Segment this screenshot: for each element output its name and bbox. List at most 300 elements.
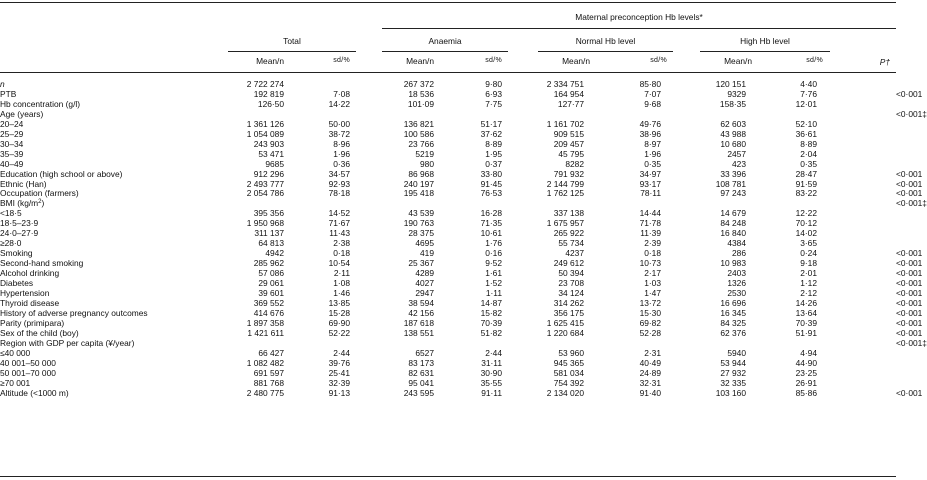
column-gap: [661, 239, 694, 249]
high-mean-cell: 2457: [727, 148, 746, 159]
high-mean-cell: 33 396: [720, 168, 746, 179]
normal-mean-cell: 50 394: [558, 268, 584, 279]
anaemia-sd-header: [450, 56, 502, 66]
row-label: [0, 80, 228, 90]
column-gap: [350, 90, 382, 100]
total-mean-cell: 243 903: [253, 138, 284, 149]
total-sd-cell: 2·44: [333, 347, 350, 358]
column-gap: [817, 349, 896, 359]
subgroup-rule-total: [228, 51, 356, 52]
row-label: [0, 140, 228, 150]
column-gap: [502, 150, 532, 160]
high-sd-cell: 14·02: [795, 228, 817, 239]
normal-sd-cell: 1·96: [644, 148, 661, 159]
table-row: PTB 192 819 7·08 18 536 6·93 164 954 7·07 9329 7·76 <0·001: [0, 88, 923, 99]
column-gap: [350, 120, 382, 130]
table-row: [0, 379, 896, 389]
anaemia-mean-cell: 18 536: [408, 88, 434, 99]
high-sd-cell: 14·26: [795, 297, 817, 308]
row-label: [0, 269, 228, 279]
normal-sd-cell: 15·30: [639, 307, 661, 318]
anaemia-mean-cell: 23 766: [408, 138, 434, 149]
total-mean-cell: 414 676: [253, 307, 284, 318]
normal-sd-cell: 52·28: [639, 327, 661, 338]
anaemia-sd-cell: 1·95: [485, 148, 502, 159]
column-gap: [350, 180, 382, 190]
column-gap: [350, 189, 382, 199]
row-label-text: 50 001–70 000: [0, 367, 56, 378]
normal-mean-cell: 209 457: [553, 138, 584, 149]
column-gap: [350, 299, 382, 309]
column-gap: [661, 140, 694, 150]
normal-mean-cell: 23 708: [558, 278, 584, 289]
high-sd-cell: 0·35: [800, 158, 817, 169]
row-label-text: ≥70 001: [0, 377, 31, 388]
column-gap: [661, 309, 694, 319]
anaemia-sd-cell: 1·11: [485, 288, 502, 299]
high-sd-cell: 2·01: [800, 268, 817, 279]
row-label-suffix: ): [41, 198, 45, 209]
total-mean-header: [228, 56, 284, 66]
anaemia-sd-cell: 10·61: [480, 228, 502, 239]
table-row: Smoking 4942 0·18 419 0·16 4237 0·18 286 0·24 <0·001: [0, 248, 923, 259]
column-gap: [817, 140, 896, 150]
normal-mean-cell: 1 220 684: [546, 327, 584, 338]
column-gap: [817, 219, 896, 229]
normal-sd-cell: 8·97: [644, 138, 661, 149]
total-sd-cell: 32·39: [328, 377, 350, 388]
high-sd-cell: 2·04: [800, 148, 817, 159]
total-sd-cell: 2·38: [333, 238, 350, 249]
table-row: [0, 120, 896, 130]
row-label-text: Ethnic (Han): [0, 178, 47, 189]
column-gap: [502, 239, 532, 249]
table-row: [0, 359, 896, 369]
high-sd-cell: 1·12: [800, 278, 817, 289]
column-gap: [502, 289, 532, 299]
total-mean-cell: 2 493 777: [246, 178, 284, 189]
row-label-text: Hb concentration (g/l): [0, 98, 81, 109]
high-sd-cell: 23·25: [795, 367, 817, 378]
anaemia-mean-cell: 419: [420, 248, 434, 259]
column-gap: [350, 140, 382, 150]
total-sd-cell: 14·52: [328, 208, 350, 219]
high-mean-cell: 16 696: [720, 297, 746, 308]
column-gap: [502, 359, 532, 369]
column-gap: [350, 389, 382, 399]
total-sd-cell: 38·72: [328, 128, 350, 139]
normal-mean-cell: 53 960: [558, 347, 584, 358]
column-gap: [661, 219, 694, 229]
total-mean-cell: 1 421 611: [247, 327, 284, 338]
column-gap: [817, 389, 896, 399]
column-gap: [661, 379, 694, 389]
anaemia-sd-cell: 35·55: [480, 377, 502, 388]
high-mean-cell: 9329: [727, 88, 746, 99]
total-mean-cell: 39 601: [258, 288, 284, 299]
column-gap: [817, 239, 896, 249]
anaemia-sd-cell: 30·90: [480, 367, 502, 378]
column-gap: [661, 349, 694, 359]
high-sd-cell: 9·18: [800, 258, 817, 269]
column-gap: [502, 259, 532, 269]
column-gap: [350, 289, 382, 299]
high-mean-cell: 32 335: [720, 377, 746, 388]
row-label-text: Parity (primipara): [0, 317, 65, 328]
column-gap: [502, 389, 532, 399]
column-gap: [661, 130, 694, 140]
p-label: P†: [879, 57, 890, 67]
anaemia-mean-cell: 43 539: [408, 208, 434, 219]
sd-label: sd/%: [333, 57, 350, 64]
row-label-text: Age (years): [0, 108, 44, 119]
normal-mean-cell: 55 734: [558, 238, 584, 249]
anaemia-sd-cell: 51·82: [480, 327, 502, 338]
column-gap: [817, 259, 896, 269]
anaemia-sd-cell: 1·76: [485, 238, 502, 249]
anaemia-sd-cell: 33·80: [480, 168, 502, 179]
total-mean-cell: 2 722 274: [246, 79, 284, 89]
anaemia-header: Anaemia: [428, 36, 462, 46]
normal-mean-cell: 337 138: [553, 208, 584, 219]
column-gap: [661, 319, 694, 329]
anaemia-sd-cell: 0·37: [485, 158, 502, 169]
row-label: [0, 389, 228, 399]
total-sd-cell: 52·22: [328, 327, 350, 338]
high-sd-cell: 8·89: [800, 138, 817, 149]
total-sd-cell: 10·54: [328, 258, 350, 269]
high-sd-cell: 26·91: [795, 377, 817, 388]
row-label-text: Altitude (<1000 m): [0, 387, 69, 398]
column-gap: [502, 299, 532, 309]
column-gap: [350, 130, 382, 140]
column-gap: [350, 329, 382, 339]
normal-sd-cell: 40·49: [639, 357, 661, 368]
high-mean-cell: 120 151: [715, 79, 746, 89]
column-gap: [502, 219, 532, 229]
column-gap: [502, 309, 532, 319]
top-rule: [0, 2, 896, 3]
normal-sd-cell: 91·40: [639, 387, 661, 398]
high-mean-cell: 103 160: [715, 387, 746, 398]
high-sd-cell: 83·22: [795, 188, 817, 199]
row-label: [0, 229, 228, 239]
total-mean-cell: 64 813: [258, 238, 284, 249]
subgroup-rule-anaemia: [382, 51, 508, 52]
row-label: [0, 239, 228, 249]
normal-sd-cell: 7·07: [644, 88, 661, 99]
sd-label: sd/%: [806, 57, 823, 64]
total-mean-cell: 57 086: [258, 268, 284, 279]
table-row: Alcohol drinking 57 086 2·11 4289 1·61 50 394 2·17 2403 2·01 <0·001: [0, 268, 923, 279]
normal-mean-cell: 754 392: [553, 377, 584, 388]
column-gap: [502, 110, 532, 120]
high-sd-cell: 52·10: [795, 118, 817, 129]
total-sd-cell: 91·13: [328, 387, 350, 398]
normal-mean-cell: 945 365: [553, 357, 584, 368]
sd-label: sd/%: [485, 57, 502, 64]
anaemia-sd-cell: 0·16: [485, 248, 502, 259]
total-sd-cell: 0·18: [333, 248, 350, 259]
column-gap: [502, 279, 532, 289]
total-sd-cell: 14·22: [328, 98, 350, 109]
anaemia-sd-cell: 37·62: [480, 128, 502, 139]
table-row: [0, 229, 896, 239]
high-mean-cell: 286: [732, 248, 746, 259]
total-sd-cell: 1·08: [333, 278, 350, 289]
row-label-text: Thyroid disease: [0, 297, 60, 308]
high-mean-cell: 158·35: [719, 98, 746, 109]
anaemia-mean-cell: 240 197: [403, 178, 434, 189]
anaemia-sd-cell: 51·17: [480, 118, 502, 129]
column-gap: [350, 269, 382, 279]
anaemia-mean-cell: 42 156: [408, 307, 434, 318]
normal-sd-cell: 71·78: [639, 218, 661, 229]
column-gap: [817, 199, 896, 209]
high-sd-cell: 70·12: [795, 218, 817, 229]
total-mean-cell: 881 768: [253, 377, 284, 388]
table-row: [0, 239, 896, 249]
normal-mean-cell: 265 922: [553, 228, 584, 239]
normal-sd-cell: 34·97: [639, 168, 661, 179]
normal-sd-cell: 49·76: [639, 118, 661, 129]
total-sd-cell: 0·36: [333, 158, 350, 169]
anaemia-sd-cell: 2·44: [485, 347, 502, 358]
table-row: [0, 369, 896, 379]
table-row: Education (high school or above) 912 296 34·57 86 968 33·80 791 932 34·97 33 396 28·47 <0·001: [0, 168, 923, 179]
row-label-text: Region with GDP per capita (¥/year): [0, 337, 135, 348]
column-gap: [502, 100, 532, 110]
total-mean-cell: 66 427: [258, 347, 284, 358]
high-mean-cell: 16 345: [720, 307, 746, 318]
normal-sd-cell: 11·39: [640, 228, 661, 239]
column-gap: [350, 160, 382, 170]
anaemia-mean-cell: 5219: [415, 148, 434, 159]
total-sd-cell: 1·46: [333, 288, 350, 299]
column-gap: [661, 199, 694, 209]
group-header: Maternal preconception Hb levels*: [575, 12, 703, 22]
normal-mean-cell: 2 334 751: [546, 79, 584, 89]
table-row: [0, 160, 896, 170]
anaemia-mean-cell: 28 375: [408, 228, 434, 239]
normal-mean-cell: 8282: [565, 158, 584, 169]
column-gap: [817, 319, 896, 329]
row-label-text: Hypertension: [0, 288, 50, 299]
normal-mean-cell: 34 124: [558, 288, 584, 299]
column-gap: [661, 299, 694, 309]
sd-label: sd/%: [650, 57, 667, 64]
high-sd-cell: 85·86: [795, 387, 817, 398]
normal-header: Normal Hb level: [575, 36, 636, 46]
column-gap: [817, 289, 896, 299]
anaemia-mean-cell: 2947: [415, 288, 434, 299]
row-label-text: 25–29: [0, 128, 24, 139]
anaemia-mean-cell: 38 594: [408, 297, 434, 308]
high-mean-cell: 14 679: [720, 208, 746, 219]
normal-mean-cell: 581 034: [553, 367, 584, 378]
total-sd-cell: 78·18: [328, 188, 350, 199]
column-gap: [350, 349, 382, 359]
p-header: [840, 57, 890, 67]
total-mean-cell: 691 597: [253, 367, 284, 378]
normal-mean-header: [538, 56, 590, 66]
row-label: [0, 339, 228, 349]
row-label-text: Second-hand smoking: [0, 258, 84, 269]
anaemia-mean-cell: 980: [420, 158, 434, 169]
row-label-text: 30–34: [0, 138, 24, 149]
table-row: Sex of the child (boy) 1 421 611 52·22 138 551 51·82 1 220 684 52·28 62 376 51·91 <0·001: [0, 327, 923, 338]
column-gap: [661, 249, 694, 259]
column-gap: [350, 80, 382, 90]
bottom-rule: [0, 476, 896, 477]
total-sd-cell: 34·57: [328, 168, 350, 179]
mean-label: Mean/n: [256, 56, 284, 66]
total-mean-cell: 1 082 482: [246, 357, 284, 368]
anaemia-mean-cell: 136 821: [403, 118, 434, 129]
normal-sd-cell: 1·47: [644, 288, 661, 299]
row-label: [0, 110, 228, 120]
high-sd-cell: 36·61: [795, 128, 817, 139]
anaemia-sd-cell: 1·52: [485, 278, 502, 289]
anaemia-sd-cell: 31·11: [481, 357, 502, 368]
column-gap: [350, 170, 382, 180]
total-sd-cell: 1·96: [333, 148, 350, 159]
column-gap: [661, 289, 694, 299]
column-gap: [350, 259, 382, 269]
column-gap: [350, 319, 382, 329]
column-gap: [817, 299, 896, 309]
column-gap: [817, 100, 896, 110]
column-gap: [350, 199, 382, 209]
normal-mean-cell: 4237: [565, 248, 584, 259]
column-gap: [350, 279, 382, 289]
column-gap: [502, 160, 532, 170]
column-gap: [817, 339, 896, 349]
row-label: [0, 120, 228, 130]
normal-mean-cell: 164 954: [553, 88, 584, 99]
normal-sd-cell: 9·68: [644, 98, 661, 109]
row-label-text: 40 001–50 000: [0, 357, 56, 368]
high-mean-cell: 5940: [727, 347, 746, 358]
normal-sd-cell: 14·44: [639, 208, 661, 219]
table-row: Hypertension 39 601 1·46 2947 1·11 34 124 1·47 2530 2·12 <0·001: [0, 288, 923, 299]
row-label-text: ≤40 000: [0, 347, 31, 358]
column-gap: [817, 160, 896, 170]
normal-sd-cell: 0·18: [644, 248, 661, 259]
column-gap: [817, 90, 896, 100]
total-sd-cell: 13·85: [328, 297, 350, 308]
normal-mean-cell: 2 144 799: [546, 178, 584, 189]
normal-sd-cell: 32·31: [639, 377, 661, 388]
high-sd-cell: 3·65: [800, 238, 817, 249]
row-label-text: 40–49: [0, 158, 24, 169]
column-gap: [502, 369, 532, 379]
anaemia-mean-cell: 101·09: [407, 98, 434, 109]
total-mean-cell: 369 552: [253, 297, 284, 308]
normal-mean-cell: 356 175: [553, 307, 584, 318]
column-gap: [350, 309, 382, 319]
total-header: Total: [283, 36, 301, 46]
anaemia-sd-cell: 91·45: [480, 178, 502, 189]
high-sd-cell: 12·22: [795, 208, 817, 219]
total-sd-cell: 11·43: [329, 228, 350, 239]
column-gap: [502, 209, 532, 219]
column-gap: [661, 160, 694, 170]
column-gap: [661, 170, 694, 180]
high-mean-cell: 4384: [727, 238, 746, 249]
high-sd-cell: 4·40: [800, 79, 817, 89]
table-row: [0, 349, 896, 359]
anaemia-sd-cell: 76·53: [480, 188, 502, 199]
anaemia-mean-cell: 243 595: [403, 387, 434, 398]
table-row: [0, 80, 896, 90]
anaemia-sd-cell: 15·82: [480, 307, 502, 318]
column-gap: [661, 80, 694, 90]
table-row: Age (years) <0·001‡: [0, 108, 927, 119]
high-sd-cell: 2·12: [800, 288, 817, 299]
table-row: Ethnic (Han) 2 493 777 92·93 240 197 91·45 2 144 799 93·17 108 781 91·59 <0·001: [0, 178, 923, 189]
column-gap: [502, 319, 532, 329]
high-mean-cell: 27 932: [720, 367, 746, 378]
column-gap: [661, 389, 694, 399]
data-table: [0, 79, 927, 399]
column-gap: [817, 170, 896, 180]
column-gap: [817, 309, 896, 319]
total-sd-cell: 2·11: [333, 268, 350, 279]
row-label: [0, 150, 228, 160]
normal-mean-cell: 1 762 125: [546, 188, 584, 199]
column-gap: [661, 100, 694, 110]
column-gap: [502, 120, 532, 130]
total-mean-cell: 395 356: [253, 208, 284, 219]
column-gap: [350, 359, 382, 369]
row-label-text: n: [0, 79, 5, 89]
header-bottom-rule: [0, 72, 896, 73]
column-gap: [350, 249, 382, 259]
column-gap: [661, 189, 694, 199]
high-mean-cell: 10 680: [720, 138, 746, 149]
high-mean-cell: 43 988: [720, 128, 746, 139]
row-label-text: PTB: [0, 88, 17, 99]
total-sd-cell: 69·90: [328, 317, 350, 328]
normal-mean-cell: 249 612: [553, 258, 584, 269]
column-gap: [661, 110, 694, 120]
column-gap: [350, 150, 382, 160]
anaemia-mean-cell: 100 586: [403, 128, 434, 139]
table-row: Parity (primipara) 1 897 358 69·90 187 618 70·39 1 625 415 69·82 84 325 70·39 <0·001: [0, 317, 923, 328]
high-mean-cell: 1326: [727, 278, 746, 289]
normal-sd-cell: 2·31: [644, 347, 661, 358]
column-gap: [502, 80, 532, 90]
column-gap: [350, 110, 382, 120]
column-gap: [661, 259, 694, 269]
column-gap: [502, 229, 532, 239]
anaemia-mean-cell: 267 372: [403, 79, 434, 89]
anaemia-sd-cell: 9·80: [485, 79, 502, 89]
column-gap: [661, 180, 694, 190]
row-label-text: 35–39: [0, 148, 24, 159]
row-label-text: Smoking: [0, 248, 33, 259]
table-row: [0, 150, 896, 160]
column-gap: [817, 180, 896, 190]
column-gap: [350, 339, 382, 349]
column-gap: [502, 180, 532, 190]
normal-mean-cell: 1 675 957: [546, 218, 584, 229]
table-row: Thyroid disease 369 552 13·85 38 594 14·87 314 262 13·72 16 696 14·26 <0·001: [0, 297, 923, 308]
total-sd-cell: 8·96: [333, 138, 350, 149]
column-gap: [502, 339, 532, 349]
high-mean-cell: 62 603: [720, 118, 746, 129]
